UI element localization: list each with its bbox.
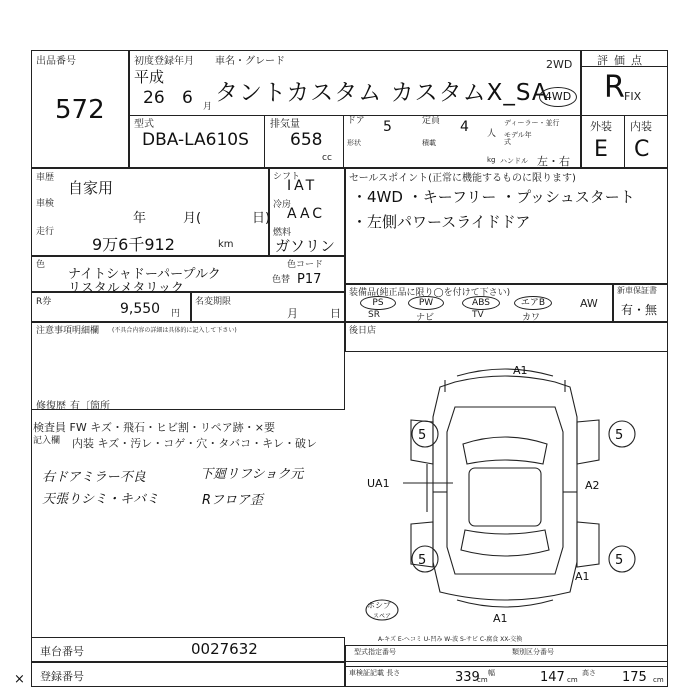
- handwritten-note-4: Rフロア歪: [202, 493, 264, 508]
- handwritten-note-3: 下廻リフショク元: [200, 467, 304, 482]
- doors-label: ドア: [347, 116, 365, 126]
- reg-number-label: 登録番号: [40, 670, 84, 683]
- height-label: 高さ: [582, 669, 596, 677]
- usage: 自家用: [68, 179, 114, 197]
- class-number-label: 類別区分番号: [512, 648, 554, 656]
- fuel: ガソリン: [275, 237, 336, 255]
- mileage-label: 走行: [36, 227, 55, 237]
- repair-value: 有〔箇所: [70, 401, 110, 412]
- displacement: 658: [290, 130, 323, 150]
- width: 147: [540, 670, 565, 685]
- notes-label: 注意事項明細欄: [36, 326, 100, 336]
- handwritten-note-2: 天張りシミ・キバミ: [42, 492, 160, 507]
- reg-month: 6: [182, 88, 193, 108]
- rear-note-block: [345, 322, 668, 352]
- recycle-label: R券: [36, 297, 52, 307]
- repair-label: 修復歴: [36, 401, 66, 412]
- ac: AAC: [287, 206, 326, 222]
- length-label: 車検証記載 長さ: [349, 669, 401, 677]
- model-year-label: モデル年式: [504, 131, 532, 146]
- reg-year: 26: [143, 88, 165, 108]
- kg-unit: kg: [487, 156, 496, 164]
- corner-mark: ×: [14, 672, 25, 687]
- footer-legend: A-キズ E-ヘコミ U-凹み W-波 S-サビ C-腐食 XX-交換: [378, 636, 523, 643]
- spare-sub: スペア: [373, 613, 392, 620]
- name-change-label: 名変期限: [195, 297, 232, 307]
- lot-number: 572: [55, 95, 105, 125]
- sales-point-2: ・左側パワースライドドア: [352, 213, 531, 231]
- notes-sub: (不具合内容の詳細は具体的に記入して下さい): [112, 327, 237, 334]
- spare-note: ホシプ: [367, 601, 391, 610]
- width-unit: cm: [567, 676, 578, 684]
- shape-label: 形状: [347, 139, 361, 147]
- warranty-label: 新車保証書: [617, 286, 657, 295]
- interior-label: 内装: [630, 120, 652, 133]
- equip-navi: ナビ: [416, 313, 435, 323]
- rating-score: R: [604, 70, 625, 105]
- displacement-label: 排気量: [270, 119, 300, 130]
- color-line1: ナイトシャドーパープルク: [68, 267, 221, 282]
- shift: IAT: [287, 178, 318, 194]
- recycle-amount: 9,550: [120, 301, 161, 317]
- height-unit: cm: [653, 676, 664, 684]
- length: 339: [455, 670, 480, 685]
- legend-label: 記入欄: [33, 436, 61, 446]
- equip-pw-badge: PW: [408, 296, 444, 310]
- equip-ps-badge: PS: [360, 296, 396, 310]
- color-line2: リスタルメタリック: [68, 281, 184, 296]
- tire-fl-grade: 5: [418, 428, 427, 443]
- recycle-block: [31, 292, 191, 322]
- equip-abs-badge: ABS: [462, 296, 500, 310]
- sales-point-1: ・4WD ・キーフリー ・プッシュスタート: [352, 188, 635, 206]
- color-code-label: 色コード: [287, 260, 324, 270]
- rear-label: 後日店: [349, 326, 377, 336]
- reg-month-unit: 月: [203, 102, 213, 112]
- drive-2wd: 2WD: [546, 58, 573, 71]
- vehicle-info-block: [129, 50, 581, 168]
- color-change-label: 色替: [272, 275, 291, 285]
- fuel-label: 燃料: [273, 228, 292, 238]
- usage-label: 車歴: [36, 173, 55, 183]
- equip-airbag-badge: エアB: [514, 296, 552, 310]
- name-change-month: 月: [287, 307, 298, 320]
- car-damage-diagram: [345, 352, 668, 622]
- name-change-day: 日: [330, 307, 341, 320]
- lot-label: 出品番号: [36, 56, 76, 67]
- color-label: 色: [36, 260, 46, 270]
- legend-line2: 内装 キズ・汚レ・コゲ・穴・タバコ・キレ・破レ: [72, 437, 318, 450]
- chassis-label: 車台番号: [40, 645, 84, 658]
- handle-label: ハンドル: [500, 157, 528, 165]
- drive-4wd-circled: [539, 87, 577, 107]
- doors: 5: [383, 119, 392, 135]
- recycle-unit: 円: [171, 309, 181, 319]
- interior-grade: C: [634, 137, 650, 162]
- tire-rr-grade: 5: [615, 553, 624, 568]
- drive-4wd: 4WD: [544, 90, 572, 103]
- equipment-label: 装備品(純正品に限り◯を付けて下さい): [349, 288, 511, 298]
- tire-fr-grade: 5: [615, 428, 624, 443]
- era: 平成: [134, 68, 165, 86]
- cc-unit: cc: [322, 153, 332, 163]
- sales-points-label: セールスポイント(正常に機能するものに限ります): [349, 173, 576, 184]
- handwritten-note-1: 右ドアミラー不良: [42, 470, 146, 485]
- chassis-number: 0027632: [191, 640, 258, 658]
- color-code: P17: [297, 272, 322, 287]
- equip-sr: SR: [368, 310, 380, 320]
- model-code: DBA-LA610S: [142, 130, 249, 150]
- rating-label: 評価点: [597, 54, 648, 67]
- load-label: 積載: [422, 139, 436, 147]
- dealer-label: ディーラー・並行: [504, 119, 560, 127]
- rating-note: FIX: [624, 90, 642, 103]
- height: 175: [622, 670, 647, 685]
- shift-label: シフト: [273, 172, 301, 182]
- capacity: 4: [460, 119, 469, 135]
- registration-label: 初度登録年月: [134, 56, 194, 67]
- type-number-label: 型式指定番号: [354, 648, 396, 656]
- mileage: 9万6千912: [92, 235, 175, 254]
- length-unit: cm: [477, 676, 488, 684]
- handle-value: 左・右: [537, 155, 570, 168]
- mileage-unit: km: [218, 239, 234, 250]
- tire-rl-grade: 5: [418, 553, 427, 568]
- capacity-label: 定員: [422, 116, 441, 126]
- legend-line1: 検査員 FW キズ・飛石・ヒビ割・リペア跡・×要: [33, 421, 275, 434]
- insp-month: 月(: [183, 211, 202, 226]
- equip-leather: カワ: [522, 313, 541, 323]
- damage-a1-bottom: A1: [493, 612, 508, 622]
- damage-ua1: UA1: [367, 477, 390, 490]
- warranty-value: 有・無: [621, 303, 658, 317]
- insp-day: 日): [252, 211, 271, 226]
- equip-aw: AW: [580, 297, 598, 310]
- insp-year: 年: [133, 211, 147, 226]
- width-label: 幅: [488, 669, 495, 677]
- model-label: 型式: [134, 119, 154, 130]
- car-name-label: 車名・グレード: [215, 56, 285, 67]
- capacity-unit: 人: [487, 129, 497, 139]
- ac-label: 冷房: [273, 200, 292, 210]
- damage-a1-right: A1: [575, 570, 590, 583]
- exterior-grade: E: [594, 137, 608, 162]
- inspection-label: 車検: [36, 199, 55, 209]
- damage-a2: A2: [585, 479, 600, 492]
- car-name: タントカスタム カスタムX_SA: [215, 80, 549, 106]
- damage-a1-top: A1: [513, 364, 528, 377]
- exterior-label: 外装: [590, 120, 612, 133]
- equip-tv: TV: [472, 310, 484, 320]
